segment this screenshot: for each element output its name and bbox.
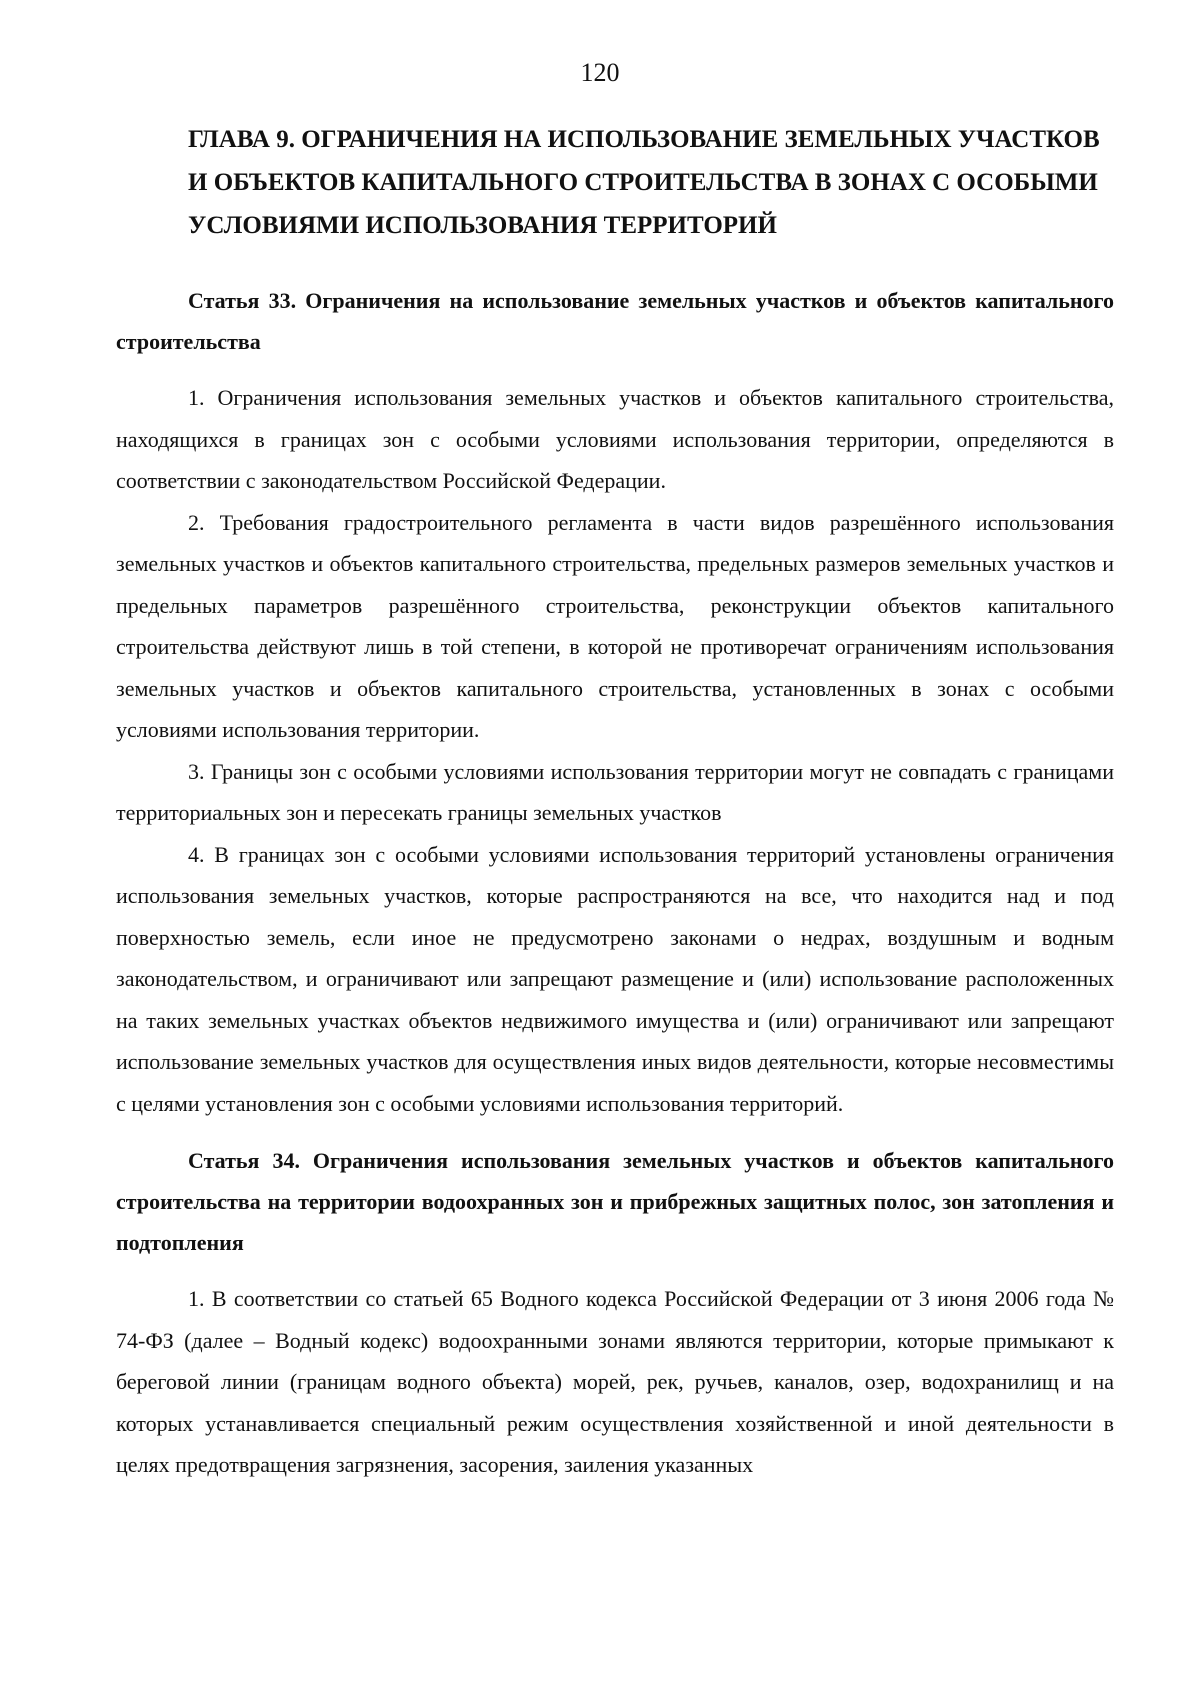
article-34-heading: Статья 34. Ограничения использования земельных участков и объектов капитального строительства на территории водоохранных зон и прибрежных защитных полос, зон затопления и подтопления [116,1148,1114,1255]
article-33-paragraph-3: 3. Границы зон с особыми условиями использования территории могут не совпадать с границами территориальных зон и пересекать границы земельных участков [116,758,1114,825]
chapter-title: ГЛАВА 9. ОГРАНИЧЕНИЯ НА ИСПОЛЬЗОВАНИЕ ЗЕМЕЛЬНЫХ УЧАСТКОВ И ОБЪЕКТОВ КАПИТАЛЬНОГО СТРОИТЕЛЬСТВА В ЗОНАХ С ОСОБЫМИ УСЛОВИЯМИ ИСПОЛЬЗОВАНИЯ ТЕРРИТОРИЙ [188,126,1100,239]
document-body [116,118,1114,1486]
section-gap [116,1124,1114,1140]
article-33-heading: Статья 33. Ограничения на использование земельных участков и объектов капитального строительства [116,288,1114,354]
article-33-paragraph-1: 1. Ограничения использования земельных участков и объектов капитального строительства, находящихся в границах зон с особыми условиями использования территории, определяются в соответствии с законодательством Российской Федерации. [116,385,1114,493]
article-34-paragraph-1: 1. В соответствии со статьей 65 Водного кодекса Российской Федерации от 3 июня 2006 года № 74-ФЗ (далее – Водный кодекс) водоохранными зонами являются территории, которые примыкают к береговой линии (границам водного объекта) морей, рек, ручьев, каналов, озер, водохранилищ и на которых устанавливается специальный режим осуществления хозяйственной и иной деятельности в целях предотвращения загрязнения, засорения, заиления указанных [116,1286,1114,1477]
article-33-paragraph-2: 2. Требования градостроительного регламента в части видов разрешённого использования земельных участков и объектов капитального строительства, предельных размеров земельных участков и предельных параметров разрешённого строительства, реконструкции объектов капитального строительства действуют лишь в той степени, в которой не противоречат ограничениям использования земельных участков и объектов капитального строительства, установленных в зонах с особыми условиями использования территории. [116,509,1114,742]
page-number: 120 [580,58,620,87]
article-33-paragraph-4: 4. В границах зон с особыми условиями использования территорий установлены ограничения использования земельных участков, которые распространяются на все, что находится над и под поверхностью земель, если иное не предусмотрено законами о недрах, воздушным и водным законодательством, и ограничивают или запрещают размещение и (или) использование расположенных на таких земельных участках объектов недвижимого имущества и (или) ограничивают или запрещают использование земельных участков для осуществления иных видов деятельности, которые несовместимы с целями установления зон с особыми условиями использования территорий. [116,841,1114,1116]
